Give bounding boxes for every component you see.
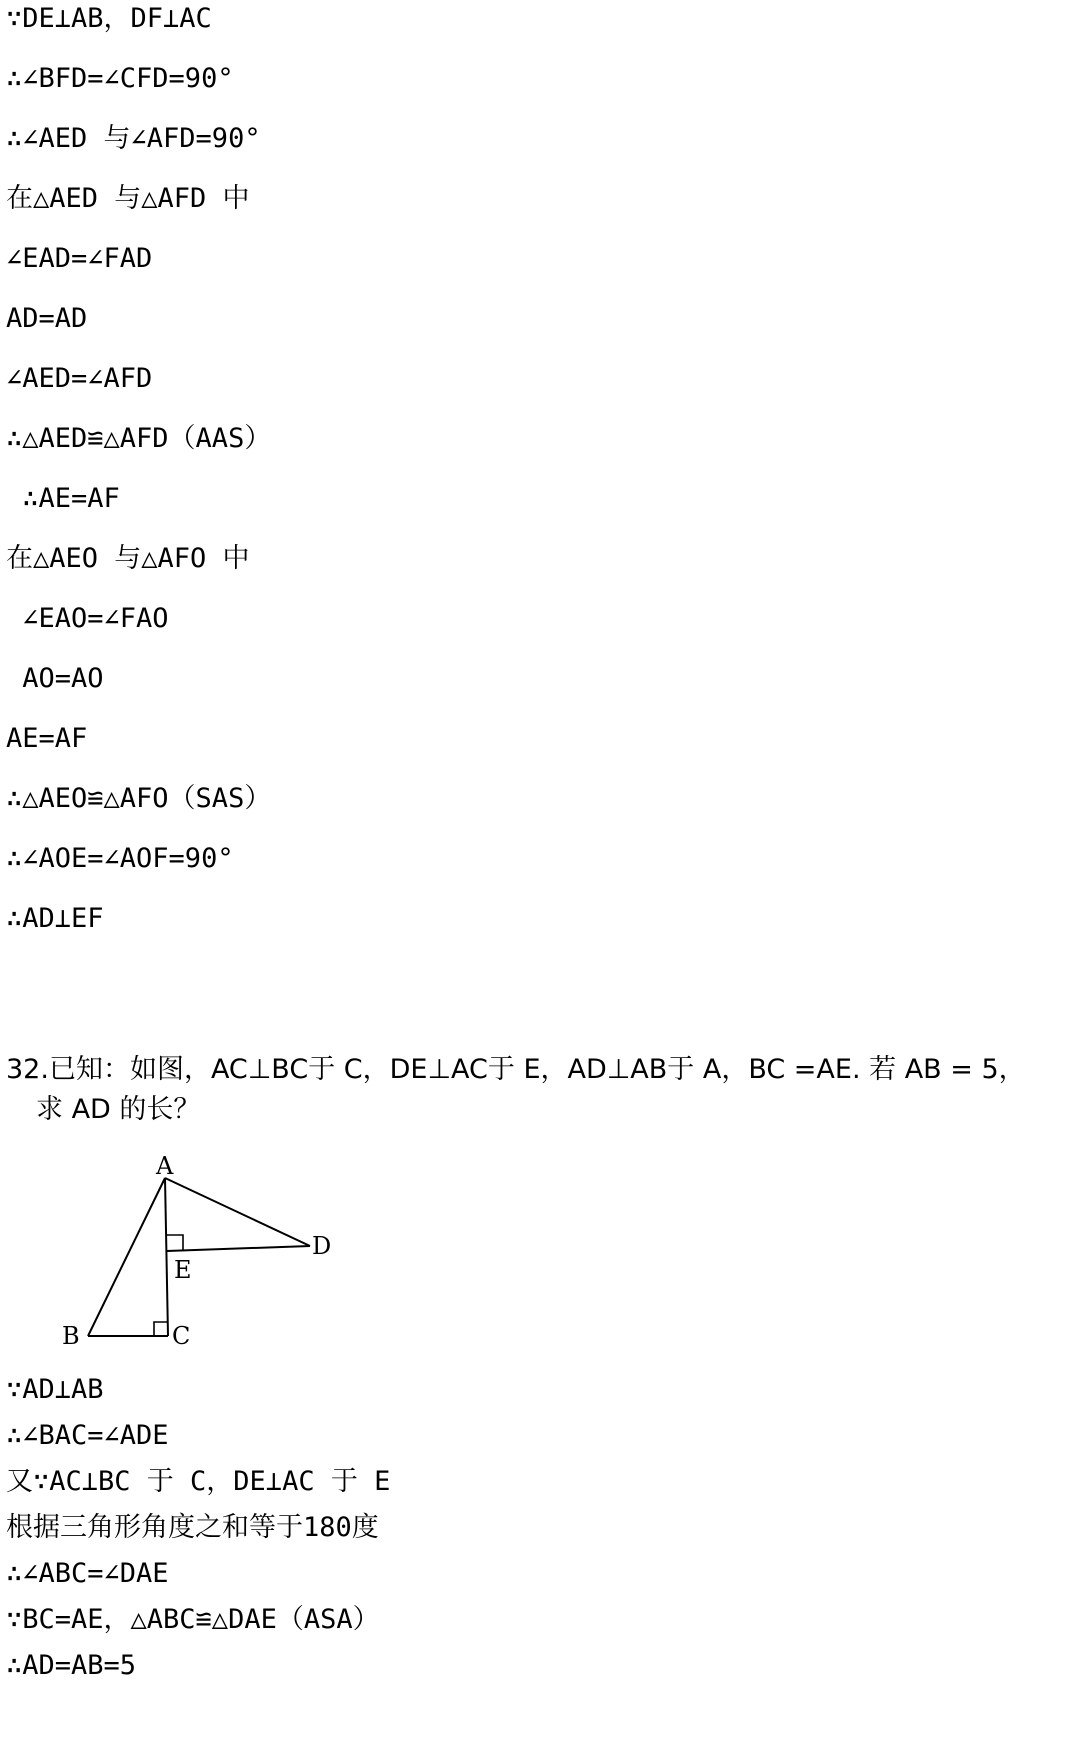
label-e: E (174, 1256, 192, 1284)
label-c: C (172, 1322, 191, 1348)
proof-line: ∠AED=∠AFD (6, 363, 153, 394)
proof-line: ∴△AEO≌△AFO（SAS） (6, 783, 272, 814)
label-d: D (312, 1232, 332, 1260)
proof-line: ∴△AED≌△AFD（AAS） (6, 423, 272, 454)
proof-line: ∵AD⊥AB (6, 1374, 104, 1405)
problem-line-2: 求 AD 的长？ (36, 1094, 201, 1125)
triangle-diagram (60, 1148, 380, 1348)
right-angle-mark-e (167, 1235, 183, 1250)
proof-line: ∵DE⊥AB，DF⊥AC (6, 3, 212, 34)
proof-line: ∴∠BAC=∠ADE (6, 1420, 169, 1451)
right-angle-mark-c (154, 1322, 168, 1336)
proof-line: ∴AD⊥EF (6, 903, 104, 934)
proof-line: ∴AD=AB=5 (6, 1650, 137, 1681)
label-a: A (156, 1152, 174, 1180)
segment-ab (88, 1178, 165, 1336)
proof-line: AE=AF (6, 723, 88, 754)
proof-line: ∴∠AOE=∠AOF=90° (6, 843, 234, 874)
proof-line: ∠EAD=∠FAD (6, 243, 153, 274)
proof-line: 根据三角形角度之和等于180度 (6, 1512, 379, 1543)
proof-line: ∴∠ABC=∠DAE (6, 1558, 169, 1589)
problem-32-statement (6, 1050, 1066, 1130)
proof-line: ∵BC=AE，△ABC≌△DAE（ASA） (6, 1604, 380, 1635)
proof-line: AD=AD (6, 303, 88, 334)
segment-ac (165, 1178, 168, 1336)
segment-ed (167, 1246, 310, 1251)
proof-line: 在△AED 与△AFD 中 (6, 183, 250, 214)
segment-ad (165, 1178, 310, 1246)
proof-line: ∠EAO=∠FAO (6, 603, 169, 634)
proof-line: ∴AE=AF (6, 483, 120, 514)
proof-line: AO=AO (6, 663, 104, 694)
proof-line: 又∵AC⊥BC 于 C，DE⊥AC 于 E (6, 1466, 391, 1497)
label-b: B (62, 1322, 80, 1348)
proof-line: ∴∠BFD=∠CFD=90° (6, 63, 234, 94)
proof-line: 在△AEO 与△AFO 中 (6, 543, 250, 574)
problem-line-1: 32.已知：如图，AC⊥BC于 C，DE⊥AC于 E，AD⊥AB于 A，BC =AE. 若 AB = 5， (6, 1054, 1026, 1085)
proof-line: ∴∠AED 与∠AFD=90° (6, 123, 261, 154)
geometry-figure (60, 1148, 380, 1348)
